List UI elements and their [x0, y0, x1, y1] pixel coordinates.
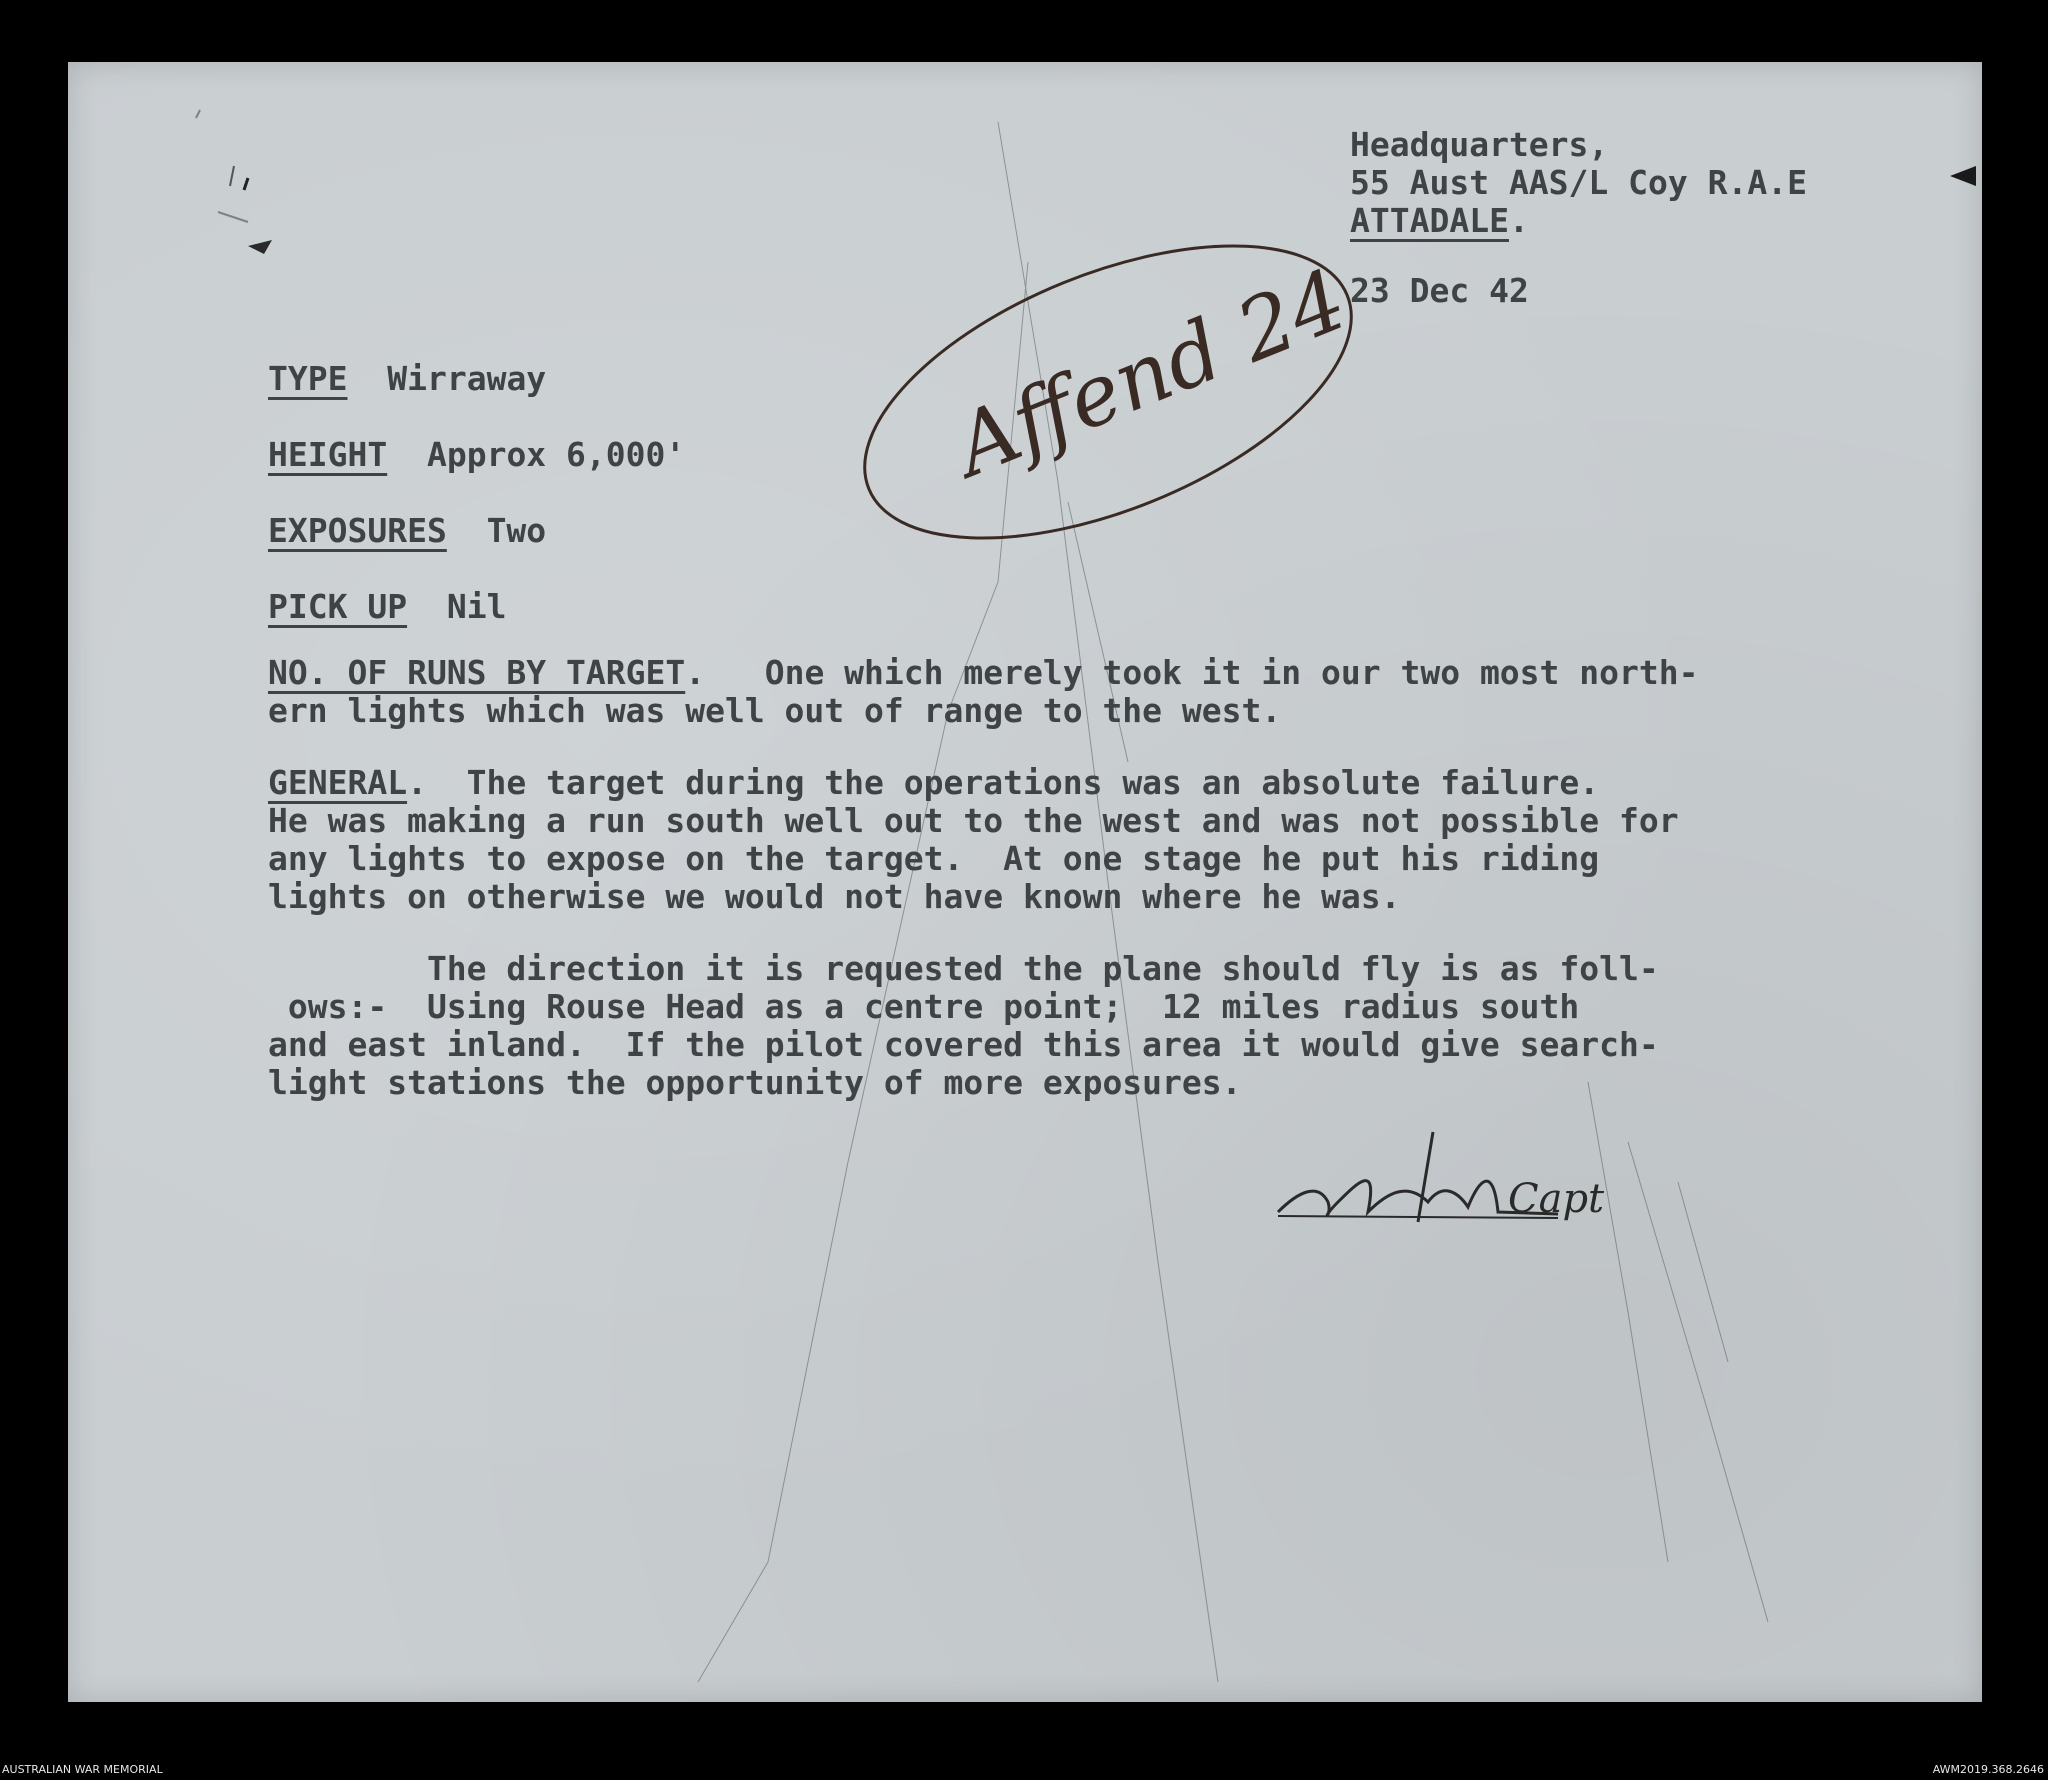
field-height — [268, 435, 686, 474]
field-exposures — [268, 511, 547, 550]
direction-line-2: ows:- Using Rouse Head as a centre point; 12 miles radius south — [268, 987, 1580, 1026]
field-type — [268, 359, 547, 398]
field-exposures-value: Two — [486, 511, 547, 550]
runs-label: NO. OF RUNS BY TARGET — [268, 653, 686, 692]
general-text-1: . The target during the operations was an absolute failure. — [407, 763, 1600, 802]
annotation-text: Affend 24 — [941, 250, 1360, 496]
general-line-4: lights on otherwise we would not have known where he was. — [268, 877, 1401, 916]
signature-rank: Capt — [1508, 1176, 1605, 1222]
field-type-label: TYPE — [268, 359, 348, 398]
letterhead-line-1: Headquarters, — [1350, 125, 1609, 164]
direction-line-1: The direction it is requested the plane should fly is as foll- — [268, 949, 1659, 988]
general-line-1 — [268, 763, 1600, 802]
footer-collection-label: AUSTRALIAN WAR MEMORIAL — [2, 1763, 163, 1776]
field-height-label: HEIGHT — [268, 435, 388, 474]
direction-line-3: and east inland. If the pilot covered this area it would give search- — [268, 1025, 1659, 1064]
field-height-value: Approx 6,000' — [426, 435, 686, 474]
field-pickup-value: Nil — [446, 587, 507, 626]
general-label: GENERAL — [268, 763, 408, 802]
edge-mark — [1948, 162, 1978, 192]
ink-spot-mark — [246, 236, 276, 266]
letterhead-location-period: . — [1508, 201, 1529, 240]
document-page — [68, 62, 1982, 1702]
field-exposures-label: EXPOSURES — [268, 511, 447, 550]
handwritten-signature — [1258, 1122, 1618, 1252]
document-date: 23 Dec 42 — [1350, 271, 1529, 310]
runs-line-2: ern lights which was well out of range to the west. — [268, 691, 1282, 730]
runs-text-1: . One which merely took it in our two most north- — [685, 653, 1699, 692]
footer-accession-number: AWM2019.368.2646 — [1932, 1763, 2044, 1776]
letterhead-line-2: 55 Aust AAS/L Coy R.A.E — [1350, 163, 1807, 202]
runs-line-1 — [268, 653, 1699, 692]
general-line-2: He was making a run south well out to the west and was not possible for — [268, 801, 1679, 840]
field-type-value: Wirraway — [387, 359, 547, 398]
pencil-tick-mark — [226, 156, 256, 196]
letterhead-location: ATTADALE — [1350, 201, 1509, 240]
general-line-3: any lights to expose on the target. At one stage he put his riding — [268, 839, 1600, 878]
direction-line-4: light stations the opportunity of more exposures. — [268, 1063, 1242, 1102]
field-pickup — [268, 587, 507, 626]
handwritten-annotation-oval — [828, 212, 1388, 572]
field-pickup-label: PICK UP — [268, 587, 408, 626]
